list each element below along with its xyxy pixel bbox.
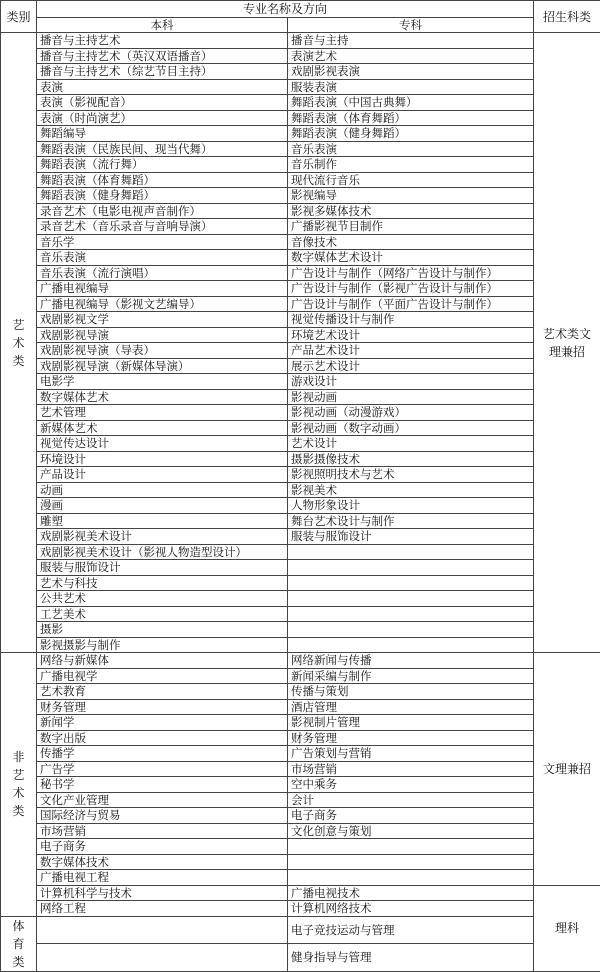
junior-cell bbox=[288, 560, 534, 576]
junior-cell: 音乐制作 bbox=[288, 157, 534, 173]
table-row bbox=[1, 451, 600, 467]
junior-cell bbox=[288, 606, 534, 622]
undergrad-cell: 电影学 bbox=[37, 374, 288, 390]
undergrad-cell: 表演 bbox=[37, 79, 288, 95]
table-row bbox=[1, 312, 600, 328]
header-major-direction: 专业名称及方向 bbox=[37, 1, 534, 18]
table-row bbox=[1, 684, 600, 700]
undergrad-cell: 广播电视编导（影视文艺编导） bbox=[37, 296, 288, 312]
junior-cell: 文化创意与策划 bbox=[288, 823, 534, 839]
table-row bbox=[1, 622, 600, 638]
undergrad-cell: 戏剧影视美术设计（影视人物造型设计） bbox=[37, 544, 288, 560]
table-row bbox=[1, 591, 600, 607]
undergrad-cell: 音乐表演（流行演唱） bbox=[37, 265, 288, 281]
junior-cell: 广告设计与制作（平面广告设计与制作） bbox=[288, 296, 534, 312]
undergrad-cell: 戏剧影视导演 bbox=[37, 327, 288, 343]
undergrad-cell bbox=[37, 916, 288, 944]
table-row bbox=[1, 296, 600, 312]
table-row bbox=[1, 529, 600, 545]
junior-cell bbox=[288, 870, 534, 886]
undergrad-cell: 表演（时尚演艺） bbox=[37, 110, 288, 126]
junior-cell: 表演艺术 bbox=[288, 48, 534, 64]
junior-cell: 服装与服饰设计 bbox=[288, 529, 534, 545]
table-row bbox=[1, 668, 600, 684]
undergrad-cell: 视觉传达设计 bbox=[37, 436, 288, 452]
category-art: 艺术类 bbox=[1, 33, 37, 653]
undergrad-cell: 舞蹈表演（体育舞蹈） bbox=[37, 172, 288, 188]
junior-cell: 电子竞技运动与管理 bbox=[288, 916, 534, 944]
junior-cell bbox=[288, 591, 534, 607]
undergrad-cell: 产品设计 bbox=[37, 467, 288, 483]
enroll-science: 理科 bbox=[534, 885, 600, 971]
table-row bbox=[1, 48, 600, 64]
junior-cell: 广告策划与营销 bbox=[288, 746, 534, 762]
undergrad-cell: 录音艺术（电影电视声音制作） bbox=[37, 203, 288, 219]
undergrad-cell: 播音与主持艺术（综艺节目主持） bbox=[37, 64, 288, 80]
junior-cell: 市场营销 bbox=[288, 761, 534, 777]
table-row bbox=[1, 436, 600, 452]
junior-cell: 影视编导 bbox=[288, 188, 534, 204]
junior-cell: 播音与主持 bbox=[288, 33, 534, 49]
undergrad-cell: 广播电视学 bbox=[37, 668, 288, 684]
category-nonart: 非艺术类 bbox=[1, 653, 37, 917]
junior-cell: 摄影摄像技术 bbox=[288, 451, 534, 467]
junior-cell: 健身指导与管理 bbox=[288, 944, 534, 972]
junior-cell: 服装表演 bbox=[288, 79, 534, 95]
table-row bbox=[1, 854, 600, 870]
junior-cell: 展示艺术设计 bbox=[288, 358, 534, 374]
undergrad-cell: 舞蹈编导 bbox=[37, 126, 288, 142]
undergrad-cell: 播音与主持艺术 bbox=[37, 33, 288, 49]
junior-cell bbox=[288, 622, 534, 638]
table-row bbox=[1, 358, 600, 374]
table-row bbox=[1, 823, 600, 839]
table-row bbox=[1, 110, 600, 126]
table-row bbox=[1, 327, 600, 343]
enroll-art: 艺术类文理兼招 bbox=[534, 33, 600, 653]
table-row bbox=[1, 808, 600, 824]
junior-cell: 广播电视技术 bbox=[288, 885, 534, 901]
undergrad-cell: 艺术与科技 bbox=[37, 575, 288, 591]
undergrad-cell: 秘书学 bbox=[37, 777, 288, 793]
junior-cell: 网络新闻与传播 bbox=[288, 653, 534, 669]
junior-cell: 现代流行音乐 bbox=[288, 172, 534, 188]
undergrad-cell: 漫画 bbox=[37, 498, 288, 514]
table-row bbox=[1, 234, 600, 250]
undergrad-cell: 数字出版 bbox=[37, 730, 288, 746]
table-row bbox=[1, 281, 600, 297]
junior-cell: 产品艺术设计 bbox=[288, 343, 534, 359]
table-row bbox=[1, 498, 600, 514]
table-row bbox=[1, 126, 600, 142]
junior-cell: 影视动画 bbox=[288, 389, 534, 405]
junior-cell: 影视动画（数字动画） bbox=[288, 420, 534, 436]
table-row bbox=[1, 482, 600, 498]
undergrad-cell: 工艺美术 bbox=[37, 606, 288, 622]
junior-cell: 广告设计与制作（影视广告设计与制作） bbox=[288, 281, 534, 297]
undergrad-cell: 数字媒体艺术 bbox=[37, 389, 288, 405]
undergrad-cell: 环境设计 bbox=[37, 451, 288, 467]
undergrad-cell: 市场营销 bbox=[37, 823, 288, 839]
undergrad-cell: 广播电视工程 bbox=[37, 870, 288, 886]
table-row bbox=[1, 389, 600, 405]
table-row bbox=[1, 916, 600, 944]
junior-cell: 影视多媒体技术 bbox=[288, 203, 534, 219]
junior-cell: 会计 bbox=[288, 792, 534, 808]
junior-cell: 财务管理 bbox=[288, 730, 534, 746]
junior-cell bbox=[288, 575, 534, 591]
undergrad-cell: 网络工程 bbox=[37, 901, 288, 917]
junior-cell: 新闻采编与制作 bbox=[288, 668, 534, 684]
undergrad-cell: 广播电视编导 bbox=[37, 281, 288, 297]
table-row bbox=[1, 188, 600, 204]
table-row bbox=[1, 653, 600, 669]
table-row bbox=[1, 467, 600, 483]
table-row bbox=[1, 265, 600, 281]
undergrad-cell: 戏剧影视导演（导表） bbox=[37, 343, 288, 359]
junior-cell: 戏剧影视表演 bbox=[288, 64, 534, 80]
undergrad-cell: 计算机科学与技术 bbox=[37, 885, 288, 901]
table-row bbox=[1, 839, 600, 855]
table-row bbox=[1, 730, 600, 746]
table-row bbox=[1, 343, 600, 359]
header-category: 类别 bbox=[1, 1, 37, 33]
table-row bbox=[1, 141, 600, 157]
table-row bbox=[1, 420, 600, 436]
header-row-2 bbox=[1, 18, 600, 33]
undergrad-cell: 舞蹈表演（流行舞） bbox=[37, 157, 288, 173]
undergrad-cell: 录音艺术（音乐录音与音响导演） bbox=[37, 219, 288, 235]
table-row bbox=[1, 157, 600, 173]
undergrad-cell: 音乐表演 bbox=[37, 250, 288, 266]
table-row bbox=[1, 79, 600, 95]
table-row bbox=[1, 513, 600, 529]
undergrad-cell: 播音与主持艺术（英汉双语播音） bbox=[37, 48, 288, 64]
junior-cell bbox=[288, 544, 534, 560]
table-row bbox=[1, 172, 600, 188]
table-row bbox=[1, 33, 600, 49]
junior-cell bbox=[288, 637, 534, 653]
undergrad-cell: 国际经济与贸易 bbox=[37, 808, 288, 824]
undergrad-cell: 舞蹈表演（民族民间、现当代舞） bbox=[37, 141, 288, 157]
undergrad-cell: 公共艺术 bbox=[37, 591, 288, 607]
table-row bbox=[1, 575, 600, 591]
undergrad-cell: 数字媒体技术 bbox=[37, 854, 288, 870]
table-row bbox=[1, 746, 600, 762]
undergrad-cell: 戏剧影视文学 bbox=[37, 312, 288, 328]
undergrad-cell: 舞蹈表演（健身舞蹈） bbox=[37, 188, 288, 204]
junior-cell: 环境艺术设计 bbox=[288, 327, 534, 343]
junior-cell: 影视制片管理 bbox=[288, 715, 534, 731]
junior-cell: 影视动画（动漫游戏） bbox=[288, 405, 534, 421]
table-row bbox=[1, 944, 600, 972]
table-row bbox=[1, 699, 600, 715]
junior-cell: 传播与策划 bbox=[288, 684, 534, 700]
undergrad-cell: 广告学 bbox=[37, 761, 288, 777]
table-row bbox=[1, 219, 600, 235]
table-row bbox=[1, 885, 600, 901]
junior-cell bbox=[288, 839, 534, 855]
table-row bbox=[1, 637, 600, 653]
table-row bbox=[1, 560, 600, 576]
junior-cell bbox=[288, 854, 534, 870]
junior-cell: 视觉传播设计与制作 bbox=[288, 312, 534, 328]
header-junior: 专科 bbox=[288, 18, 534, 33]
undergrad-cell: 新闻学 bbox=[37, 715, 288, 731]
junior-cell: 影视照明技术与艺术 bbox=[288, 467, 534, 483]
header-enroll-type: 招生科类 bbox=[534, 1, 600, 33]
junior-cell: 音像技术 bbox=[288, 234, 534, 250]
undergrad-cell: 戏剧影视美术设计 bbox=[37, 529, 288, 545]
junior-cell: 人物形象设计 bbox=[288, 498, 534, 514]
undergrad-cell: 新媒体艺术 bbox=[37, 420, 288, 436]
junior-cell: 舞蹈表演（体育舞蹈） bbox=[288, 110, 534, 126]
undergrad-cell: 艺术教育 bbox=[37, 684, 288, 700]
table-row bbox=[1, 374, 600, 390]
table-row bbox=[1, 405, 600, 421]
undergrad-cell: 传播学 bbox=[37, 746, 288, 762]
junior-cell: 舞蹈表演（中国古典舞） bbox=[288, 95, 534, 111]
junior-cell: 游戏设计 bbox=[288, 374, 534, 390]
undergrad-cell bbox=[37, 944, 288, 972]
junior-cell: 音乐表演 bbox=[288, 141, 534, 157]
junior-cell: 艺术设计 bbox=[288, 436, 534, 452]
table-row bbox=[1, 64, 600, 80]
table-row bbox=[1, 870, 600, 886]
header-row-1 bbox=[1, 1, 600, 18]
category-sports: 体育类 bbox=[1, 916, 37, 971]
undergrad-cell: 音乐学 bbox=[37, 234, 288, 250]
junior-cell: 广告设计与制作（网络广告设计与制作） bbox=[288, 265, 534, 281]
undergrad-cell: 艺术管理 bbox=[37, 405, 288, 421]
undergrad-cell: 电子商务 bbox=[37, 839, 288, 855]
table-row bbox=[1, 715, 600, 731]
junior-cell: 广播影视节目制作 bbox=[288, 219, 534, 235]
undergrad-cell: 戏剧影视导演（新媒体导演） bbox=[37, 358, 288, 374]
undergrad-cell: 表演（影视配音） bbox=[37, 95, 288, 111]
table-row bbox=[1, 901, 600, 917]
table-row bbox=[1, 250, 600, 266]
undergrad-cell: 雕塑 bbox=[37, 513, 288, 529]
junior-cell: 酒店管理 bbox=[288, 699, 534, 715]
junior-cell: 电子商务 bbox=[288, 808, 534, 824]
undergrad-cell: 网络与新媒体 bbox=[37, 653, 288, 669]
junior-cell: 舞台艺术设计与制作 bbox=[288, 513, 534, 529]
undergrad-cell: 文化产业管理 bbox=[37, 792, 288, 808]
table-row bbox=[1, 777, 600, 793]
junior-cell: 计算机网络技术 bbox=[288, 901, 534, 917]
table-row bbox=[1, 544, 600, 560]
table-row bbox=[1, 761, 600, 777]
junior-cell: 影视美术 bbox=[288, 482, 534, 498]
header-undergrad: 本科 bbox=[37, 18, 288, 33]
enroll-nonart: 文理兼招 bbox=[534, 653, 600, 886]
table-row bbox=[1, 203, 600, 219]
junior-cell: 舞蹈表演（健身舞蹈） bbox=[288, 126, 534, 142]
table-row bbox=[1, 606, 600, 622]
junior-cell: 空中乘务 bbox=[288, 777, 534, 793]
undergrad-cell: 摄影 bbox=[37, 622, 288, 638]
undergrad-cell: 动画 bbox=[37, 482, 288, 498]
table-row bbox=[1, 95, 600, 111]
junior-cell: 数字媒体艺术设计 bbox=[288, 250, 534, 266]
undergrad-cell: 服装与服饰设计 bbox=[37, 560, 288, 576]
table-row bbox=[1, 792, 600, 808]
undergrad-cell: 财务管理 bbox=[37, 699, 288, 715]
undergrad-cell: 影视摄影与制作 bbox=[37, 637, 288, 653]
